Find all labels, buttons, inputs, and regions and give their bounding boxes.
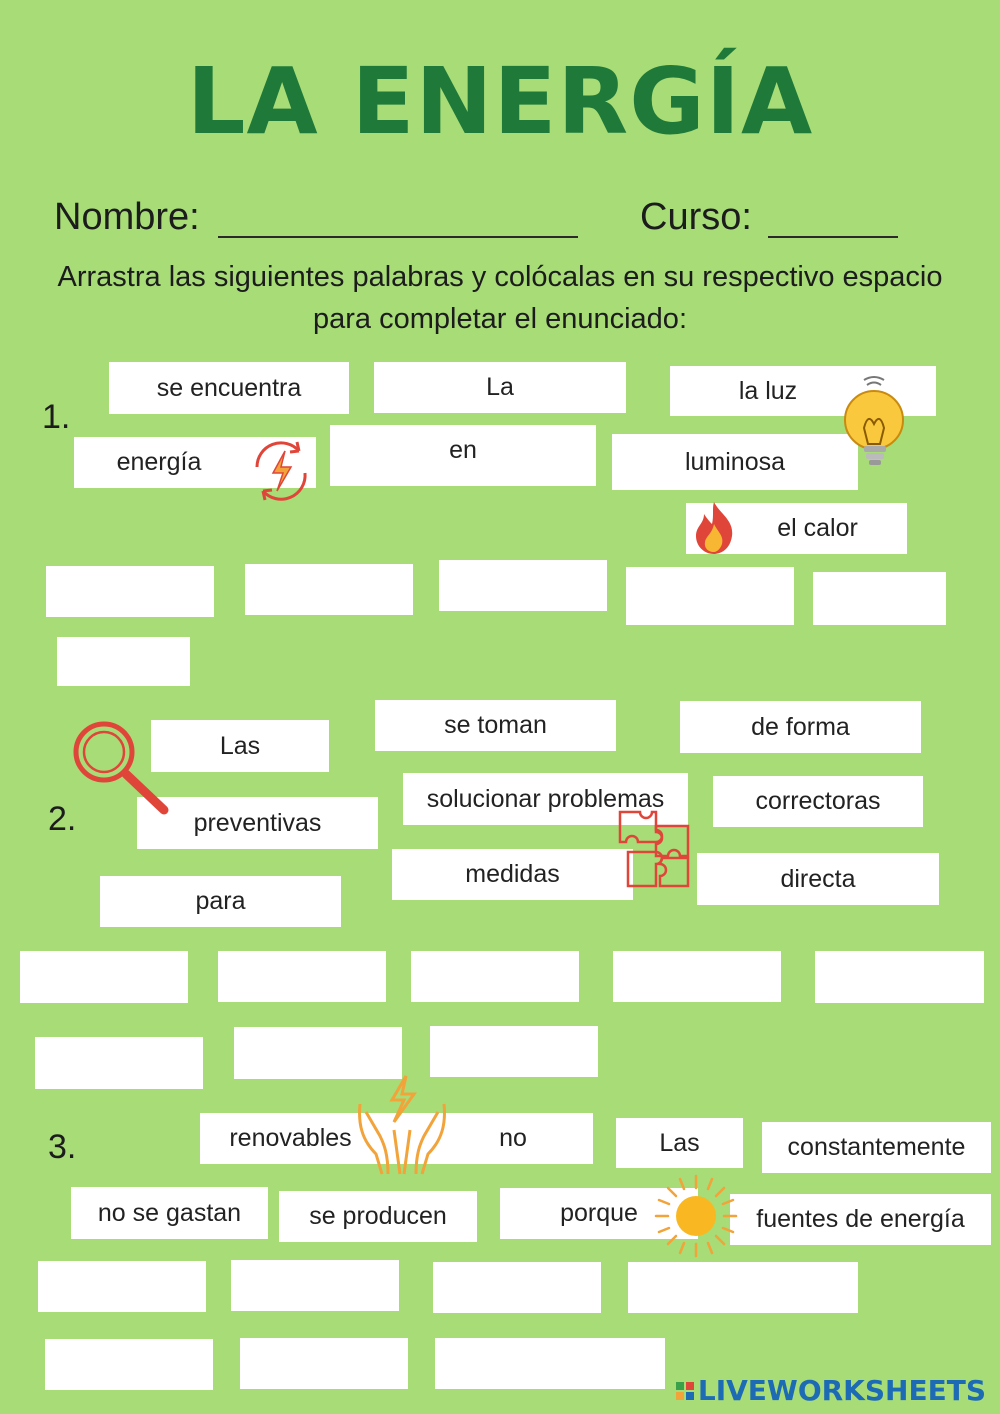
- answer-slot[interactable]: [231, 1260, 399, 1311]
- sun-icon: [654, 1174, 738, 1258]
- answer-slot[interactable]: [245, 564, 413, 615]
- answer-slot[interactable]: [435, 1338, 665, 1389]
- answer-slot[interactable]: [234, 1027, 402, 1079]
- answer-slot[interactable]: [45, 1339, 213, 1390]
- exercise-number: 3.: [48, 1128, 77, 1166]
- word-tile[interactable]: se toman: [375, 700, 616, 751]
- answer-slot[interactable]: [46, 566, 214, 617]
- answer-slot[interactable]: [628, 1262, 858, 1313]
- answer-slot[interactable]: [430, 1026, 598, 1077]
- word-tile[interactable]: energía: [74, 437, 316, 488]
- word-tile[interactable]: directa: [697, 853, 939, 905]
- word-tile[interactable]: preventivas: [137, 797, 378, 849]
- word-tile[interactable]: La: [374, 362, 626, 413]
- word-tile[interactable]: renovables: [200, 1113, 441, 1164]
- word-tile[interactable]: para: [100, 876, 341, 927]
- word-tile[interactable]: el calor: [686, 503, 907, 554]
- page-title: LA ENERGÍA: [186, 48, 814, 155]
- word-tile[interactable]: solucionar problemas: [403, 773, 688, 825]
- word-tile[interactable]: en: [330, 425, 596, 486]
- answer-slot[interactable]: [626, 567, 794, 625]
- name-field[interactable]: [218, 236, 578, 238]
- word-tile[interactable]: porque: [500, 1188, 698, 1239]
- energy-cycle-icon: [245, 435, 317, 505]
- puzzle-icon: [614, 808, 694, 890]
- liveworksheets-mark-icon: [676, 1382, 694, 1400]
- answer-slot[interactable]: [613, 951, 781, 1002]
- answer-slot[interactable]: [35, 1037, 203, 1089]
- answer-slot[interactable]: [57, 637, 190, 686]
- answer-slot[interactable]: [411, 951, 579, 1002]
- hands-lightning-icon: [352, 1074, 452, 1178]
- word-tile[interactable]: la luz: [670, 366, 936, 416]
- answer-slot[interactable]: [38, 1261, 206, 1312]
- answer-slot[interactable]: [439, 560, 607, 611]
- word-tile[interactable]: luminosa: [612, 434, 858, 490]
- exercise-number: 2.: [48, 800, 77, 838]
- lightbulb-icon: [836, 374, 912, 474]
- answer-slot[interactable]: [240, 1338, 408, 1389]
- word-tile[interactable]: de forma: [680, 701, 921, 753]
- word-tile[interactable]: fuentes de energía: [730, 1194, 991, 1245]
- word-tile[interactable]: Las: [616, 1118, 743, 1168]
- exercise-number: 1.: [42, 398, 71, 436]
- answer-slot[interactable]: [433, 1262, 601, 1313]
- instructions: Arrastra las siguientes palabras y colócalas en su respectivo espacio para completar el enunciado:: [57, 261, 943, 335]
- word-tile[interactable]: correctoras: [713, 776, 923, 827]
- answer-slot[interactable]: [218, 951, 386, 1002]
- course-field[interactable]: [768, 236, 898, 238]
- word-tile[interactable]: medidas: [392, 849, 633, 900]
- course-label: Curso:: [640, 196, 752, 238]
- word-tile[interactable]: se encuentra: [109, 362, 349, 414]
- brand-name: LIVEWORKSHEETS: [697, 1374, 986, 1407]
- word-tile[interactable]: Las: [151, 720, 329, 772]
- word-tile[interactable]: constantemente: [762, 1122, 991, 1173]
- answer-slot[interactable]: [815, 951, 984, 1003]
- answer-slot[interactable]: [20, 951, 188, 1003]
- magnifier-icon: [70, 718, 172, 818]
- fire-icon: [690, 500, 738, 556]
- answer-slot[interactable]: [813, 572, 946, 625]
- name-label: Nombre:: [54, 196, 200, 238]
- word-tile[interactable]: se producen: [279, 1191, 477, 1242]
- word-tile[interactable]: no se gastan: [71, 1187, 268, 1239]
- word-tile[interactable]: no: [433, 1113, 593, 1164]
- liveworksheets-logo: [676, 1374, 986, 1407]
